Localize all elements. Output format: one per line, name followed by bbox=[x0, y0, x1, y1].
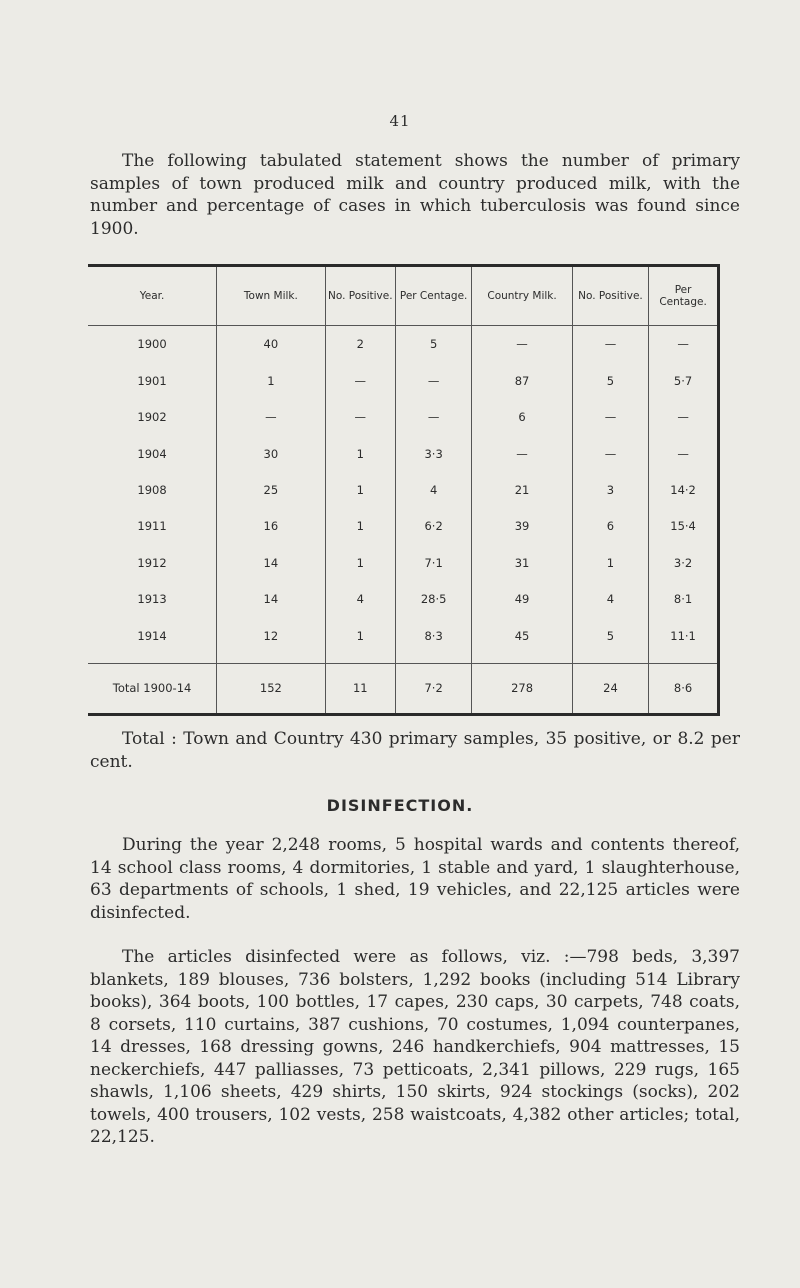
cell-country-percentage: 14·2 bbox=[649, 472, 717, 508]
cell-town-positive: — bbox=[325, 362, 395, 398]
cell-country-milk: — bbox=[472, 326, 572, 363]
cell-town-milk: 1 bbox=[217, 362, 326, 398]
cell-town-milk: 30 bbox=[217, 435, 326, 471]
table-row bbox=[88, 508, 717, 544]
cell-country-milk: 45 bbox=[472, 618, 572, 654]
cell-town-positive: 4 bbox=[325, 581, 395, 617]
cell-year: 1904 bbox=[137, 446, 167, 461]
disinfection-paragraph-1: During the year 2,248 rooms, 5 hospital wards and contents thereof, 14 school class rooms, 4 dormitories, 1 stable and yard, 1 slaughterhouse, 63 departments of schools, 1 shed, 19 vehicles, and 22,125 articles were disinfected. bbox=[90, 835, 740, 923]
cell-country-percentage: 11·1 bbox=[649, 618, 717, 654]
cell-country-positive: 6 bbox=[572, 508, 648, 544]
cell-town-milk: 16 bbox=[217, 508, 326, 544]
page-number: 41 bbox=[389, 112, 411, 130]
cell-town-percentage: — bbox=[395, 362, 471, 398]
total-cell-country-milk: 278 bbox=[472, 663, 572, 713]
cell-town-milk: 14 bbox=[217, 581, 326, 617]
intro-paragraph: The following tabulated statement shows the number of primary samples of town produced milk and country produced milk, with the number and percentage of cases in which tuberculosis was found since 1900. bbox=[90, 151, 740, 239]
cell-country-positive: — bbox=[572, 326, 648, 363]
cell-town-positive: 1 bbox=[325, 545, 395, 581]
total-cell-town-milk: 152 bbox=[217, 663, 326, 713]
cell-town-percentage: 7·1 bbox=[395, 545, 471, 581]
cell-town-milk: 14 bbox=[217, 545, 326, 581]
cell-town-percentage: 5 bbox=[395, 326, 471, 363]
total-cell-country-positive: 24 bbox=[572, 663, 648, 713]
total-cell-town-positive: 11 bbox=[325, 663, 395, 713]
cell-town-percentage: — bbox=[395, 399, 471, 435]
spacer-cell bbox=[88, 654, 217, 663]
cell-country-percentage: — bbox=[649, 435, 717, 471]
total-cell-country-percentage: 8·6 bbox=[649, 663, 717, 713]
cell-country-positive: 5 bbox=[572, 618, 648, 654]
table-row bbox=[88, 545, 717, 581]
spacer-cell bbox=[649, 654, 717, 663]
cell-country-positive: 4 bbox=[572, 581, 648, 617]
cell-town-milk: 40 bbox=[217, 326, 326, 363]
total-cell-year: Total 1900-14 bbox=[88, 663, 217, 713]
table-row bbox=[88, 435, 717, 471]
table-row bbox=[88, 399, 717, 435]
table-row bbox=[88, 618, 717, 654]
header-year: Year. bbox=[88, 267, 217, 326]
cell-year: 1914 bbox=[137, 628, 167, 643]
cell-country-milk: 31 bbox=[472, 545, 572, 581]
cell-country-percentage: 3·2 bbox=[649, 545, 717, 581]
cell-town-percentage: 6·2 bbox=[395, 508, 471, 544]
header-country-positive: No. Positive. bbox=[572, 267, 648, 326]
header-town-percentage: Per Centage. bbox=[395, 267, 471, 326]
cell-town-milk: 12 bbox=[217, 618, 326, 654]
cell-year: 1908 bbox=[137, 483, 167, 497]
total-cell-town-percentage: 7·2 bbox=[395, 663, 471, 713]
cell-year: 1911 bbox=[137, 519, 167, 534]
cell-town-milk: 25 bbox=[217, 472, 326, 508]
cell-town-milk: — bbox=[217, 399, 326, 435]
cell-country-percentage: — bbox=[649, 399, 717, 435]
milk-tuberculosis-table bbox=[88, 264, 720, 716]
header-town-milk: Town Milk. bbox=[217, 267, 326, 326]
cell-country-percentage: 8·1 bbox=[649, 581, 717, 617]
cell-country-milk: — bbox=[472, 435, 572, 471]
cell-town-positive: — bbox=[325, 399, 395, 435]
cell-country-milk: 21 bbox=[472, 472, 572, 508]
cell-town-positive: 2 bbox=[325, 326, 395, 363]
spacer-cell bbox=[572, 654, 648, 663]
cell-country-positive: — bbox=[572, 435, 648, 471]
header-country-percentage: Per Centage. bbox=[649, 267, 717, 326]
disinfection-paragraph-2: The articles disinfected were as follows, viz. :—798 beds, 3,397 blankets, 189 blouses, 736 bolsters, 1,292 books (including 514 Library books), 364 boots, 100 bottles, 17 capes, 230 caps, 30 carpets, 748 coats, 8 corsets, 110 curtains, 387 cushions, 70 costumes, 1,094 counterpanes, 14 dresses, 168 dressing gowns, 246 handkerchiefs, 904 mattresses, 15 neckerchiefs, 447 palliasses, 73 petticoats, 2,341 pillows, 229 rugs, 165 shawls, 1,106 sheets, 429 shirts, 150 skirts, 924 stockings (socks), 202 towels, 400 trousers, 102 vests, 258 waistcoats, 4,382 other articles; total, 22,125. bbox=[90, 947, 740, 1147]
cell-country-positive: — bbox=[572, 399, 648, 435]
cell-town-positive: 1 bbox=[325, 435, 395, 471]
cell-town-positive: 1 bbox=[325, 508, 395, 544]
table-row bbox=[88, 362, 717, 398]
cell-town-percentage: 3·3 bbox=[395, 435, 471, 471]
cell-town-percentage: 8·3 bbox=[395, 618, 471, 654]
cell-country-percentage: 5·7 bbox=[649, 362, 717, 398]
cell-country-percentage: 15·4 bbox=[649, 508, 717, 544]
cell-town-positive: 1 bbox=[325, 472, 395, 508]
header-country-milk: Country Milk. bbox=[472, 267, 572, 326]
spacer-cell bbox=[395, 654, 471, 663]
cell-country-positive: 1 bbox=[572, 545, 648, 581]
cell-year: 1901 bbox=[137, 373, 167, 388]
header-town-positive: No. Positive. bbox=[325, 267, 395, 326]
cell-country-milk: 49 bbox=[472, 581, 572, 617]
cell-town-positive: 1 bbox=[325, 618, 395, 654]
cell-country-milk: 87 bbox=[472, 362, 572, 398]
cell-country-milk: 6 bbox=[472, 399, 572, 435]
cell-country-positive: 3 bbox=[572, 472, 648, 508]
cell-year: 1902 bbox=[137, 410, 167, 425]
table-row bbox=[88, 326, 717, 363]
cell-country-positive: 5 bbox=[572, 362, 648, 398]
cell-country-percentage: — bbox=[649, 326, 717, 363]
total-note: Total : Town and Country 430 primary samples, 35 positive, or 8.2 per cent. bbox=[90, 729, 740, 772]
table-header-row bbox=[88, 267, 717, 326]
table-row bbox=[88, 472, 717, 508]
section-heading: DISINFECTION. bbox=[326, 796, 474, 815]
cell-town-percentage: 28·5 bbox=[395, 581, 471, 617]
cell-year: 1900 bbox=[137, 337, 167, 352]
spacer-cell bbox=[325, 654, 395, 663]
cell-year: 1913 bbox=[137, 592, 167, 607]
cell-country-milk: 39 bbox=[472, 508, 572, 544]
table-row bbox=[88, 581, 717, 617]
spacer-cell bbox=[472, 654, 572, 663]
cell-year: 1912 bbox=[137, 555, 167, 570]
spacer-cell bbox=[217, 654, 326, 663]
cell-town-percentage: 4 bbox=[395, 472, 471, 508]
table-spacer-row bbox=[88, 654, 717, 663]
table-total-row bbox=[88, 663, 717, 713]
